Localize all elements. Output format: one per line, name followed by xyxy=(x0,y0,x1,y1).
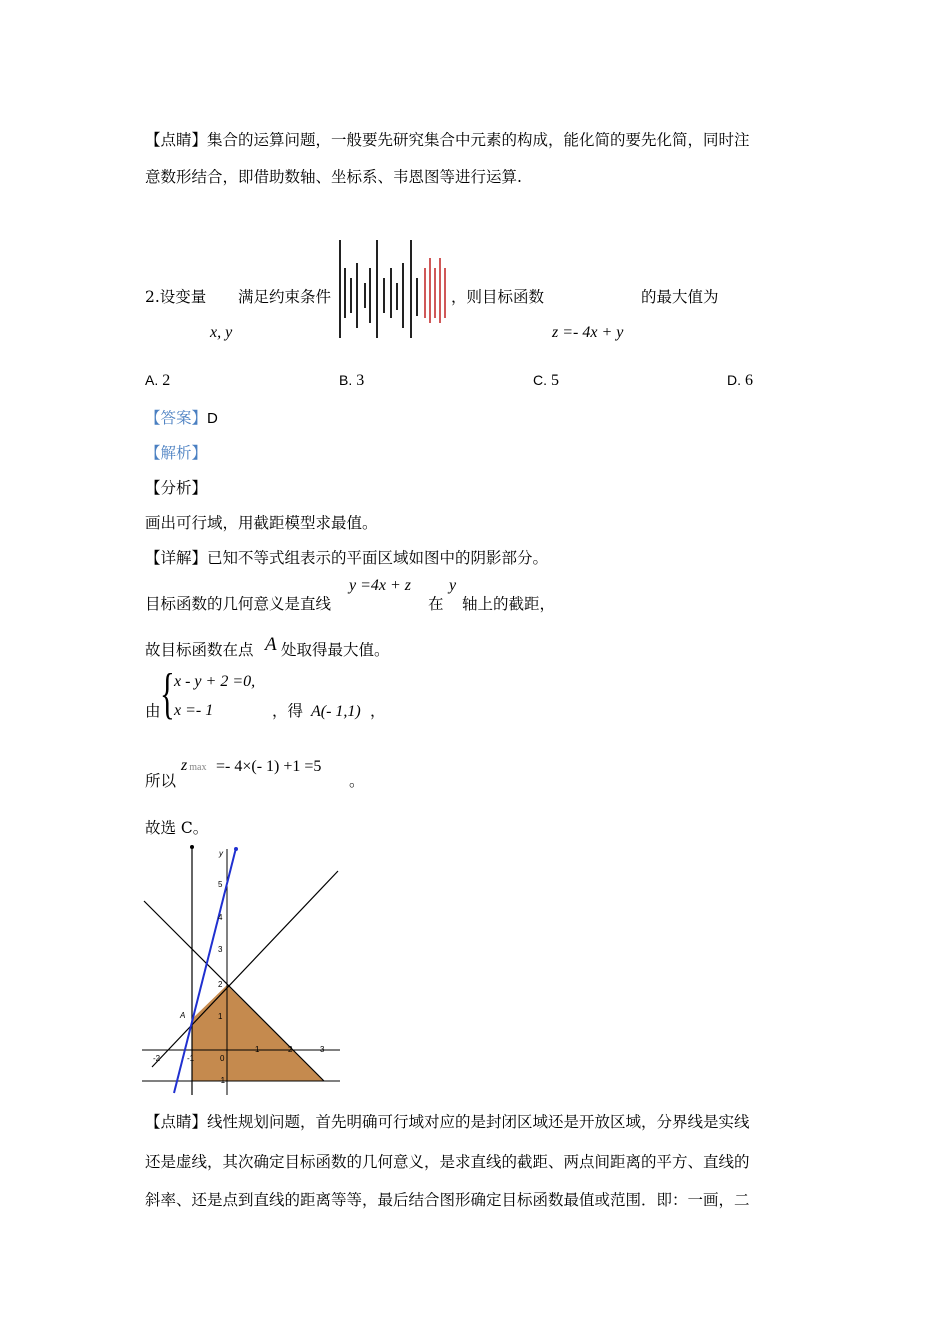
system-eq2: x =- 1 xyxy=(174,702,214,719)
detail-line3-point: A xyxy=(265,634,277,655)
fenxi-text: 画出可行域，用截距模型求最值。 xyxy=(145,514,378,532)
y-tick-3: 3 xyxy=(218,945,223,954)
constraint-image xyxy=(337,238,449,342)
objective-function: z =- 4x + y xyxy=(552,324,624,341)
detail-line2-eq: y =4x + z xyxy=(349,577,412,594)
detail-line3-b: 处取得最大值。 xyxy=(281,641,390,659)
y-tick-1: 1 xyxy=(218,1012,223,1021)
option-c-value: 5 xyxy=(551,372,559,389)
so-prefix: 所以 xyxy=(145,772,177,790)
x-tick-1: 1 xyxy=(255,1045,260,1054)
answer-line xyxy=(145,406,218,428)
axis-y-label: y xyxy=(219,849,223,858)
system-prefix: 由 xyxy=(145,702,161,720)
option-a-letter: A. xyxy=(145,372,159,388)
so-equation: =- 4×(- 1) +1 =5 xyxy=(216,758,322,775)
system-end: ， xyxy=(370,702,386,720)
question-suffix-a: ，则目标函数 xyxy=(451,288,545,306)
detail-line2-b: 在 xyxy=(428,595,444,613)
option-d-letter: D. xyxy=(727,372,741,388)
system-brace: { xyxy=(160,663,175,725)
x-tick-2: 2 xyxy=(288,1045,293,1054)
option-d-value: 6 xyxy=(745,372,753,389)
choose-c: 故选 C。 xyxy=(145,819,209,837)
fenxi-tag: 【分析】 xyxy=(145,479,208,497)
x-tick-0: 0 xyxy=(220,1054,225,1063)
note2-line3: 斜率、还是点到直线的距离等等，最后结合图形确定目标函数最值或范围．即：一画，二 xyxy=(145,1191,750,1209)
option-c xyxy=(533,370,559,390)
y-tick-4: 4 xyxy=(218,913,223,922)
option-b xyxy=(339,370,364,390)
question-mid: 满足约束条件 xyxy=(238,288,332,306)
question-prefix: 2.设变量 xyxy=(145,288,207,306)
system-mid: ，得 xyxy=(272,702,304,720)
detail-line2-c: 轴上的截距， xyxy=(462,595,556,613)
so-z-letter: z xyxy=(181,757,188,774)
question-suffix-b: 的最大值为 xyxy=(641,288,719,306)
detail-line2-a: 目标函数的几何意义是直线 xyxy=(145,595,332,613)
option-c-letter: C. xyxy=(533,372,547,388)
detail-line1: 【详解】已知不等式组表示的平面区域如图中的阴影部分。 xyxy=(145,549,549,567)
option-d xyxy=(727,370,753,390)
feasible-region-graph xyxy=(142,843,342,1095)
option-b-letter: B. xyxy=(339,372,353,388)
so-subscript: max xyxy=(189,762,207,773)
shaded-region xyxy=(192,985,324,1081)
note2-line2: 还是虚线，其次确定目标函数的几何意义，是求直线的截距、两点间距离的平方、直线的 xyxy=(145,1153,750,1171)
note1-line1: 【点睛】集合的运算问题，一般要先研究集合中元素的构成，能化简的要先化简，同时注 xyxy=(145,131,750,149)
x-tick-m1: -1 xyxy=(187,1054,195,1063)
y-tick-5: 5 xyxy=(218,880,223,889)
detail-line3-a: 故目标函数在点 xyxy=(145,641,254,659)
detail-line2-var: y xyxy=(449,577,457,594)
answer-tag: 【答案】 xyxy=(145,409,208,427)
option-a-value: 2 xyxy=(162,372,171,389)
question-vars: x, y xyxy=(210,324,233,341)
option-a xyxy=(145,370,170,390)
note1-line2: 意数形结合，即借助数轴、坐标系、韦恩图等进行运算. xyxy=(145,168,522,186)
x-tick-3: 3 xyxy=(320,1045,325,1054)
so-end: 。 xyxy=(349,772,365,790)
note2-line1: 【点睛】线性规划问题，首先明确可行域对应的是封闭区域还是开放区域，分界线是实线 xyxy=(145,1113,750,1131)
analysis-tag: 【解析】 xyxy=(145,444,208,462)
system-result: A(- 1,1) xyxy=(311,703,361,720)
system-eq1: x - y + 2 =0, xyxy=(174,673,256,690)
point-a-label: A xyxy=(180,1011,186,1020)
x-tick-m2: -2 xyxy=(153,1054,161,1063)
y-tick-2: 2 xyxy=(218,980,223,989)
y-tick-m1: -1 xyxy=(218,1076,226,1085)
so-z xyxy=(181,757,206,775)
answer-value: D xyxy=(207,410,218,427)
option-b-value: 3 xyxy=(356,372,365,389)
